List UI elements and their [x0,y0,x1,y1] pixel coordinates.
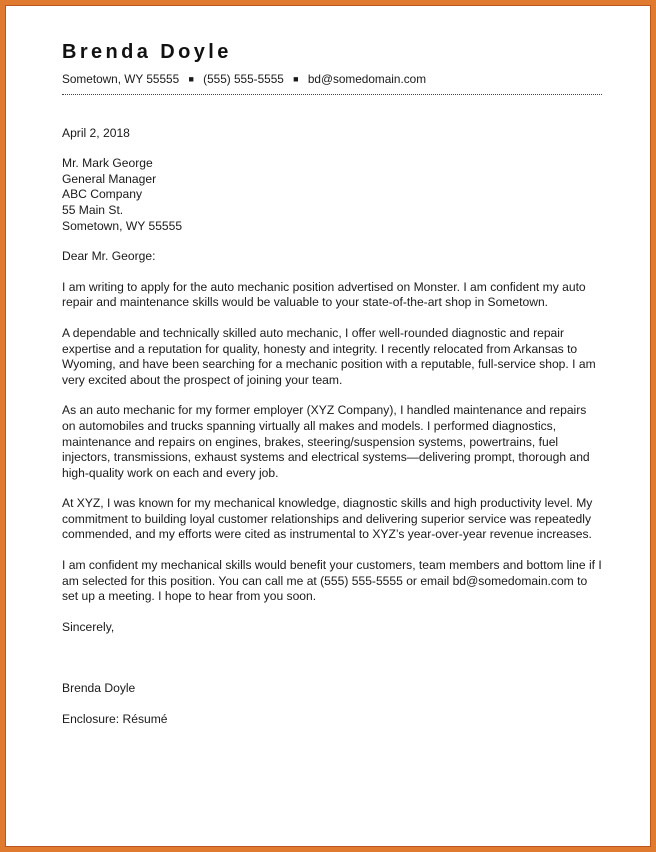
paragraph: A dependable and technically skilled auto mechanic, I offer well-rounded diagnostic and repair expertise and a reputation for quality, honesty and integrity. I recently relocated from Arkansas to Wyoming, and have been searching for a mechanic position with a reputable, full-service shop. I am very excited about the prospect of joining your team. [62,325,596,387]
paragraph: I am confident my mechanical skills would benefit your customers, team members and bottom line if I am selected for this position. You can call me at (555) 555-5555 or email bd@somedomain.com to set up a meeting. I hope to hear from you soon. [62,558,602,604]
recipient-title: General Manager [62,171,157,186]
contact-line [62,72,602,95]
enclosure-note: Enclosure: Résumé [62,712,168,727]
separator-icon: ■ [188,74,194,84]
paragraph: At XYZ, I was known for my mechanical knowledge, diagnostic skills and high productivity level. My commitment to building loyal customer relationships and delivering superior service was repeatedly commended, and my efforts were cited as instrumental to XYZ’s year-over-year revenue increases. [62,496,593,542]
letter-date: April 2, 2018 [62,125,130,140]
sender-address: Sometown, WY 55555 [62,72,180,86]
letter-body [62,40,602,728]
sender-phone: (555) 555-5555 [203,72,284,86]
signature-name: Brenda Doyle [62,681,136,696]
paragraph: I am writing to apply for the auto mechanic position advertised on Monster. I am confident my auto repair and maintenance skills would be valuable to your state-of-the-art shop in Sometown. [62,279,586,310]
paragraph: As an auto mechanic for my former employer (XYZ Company), I handled maintenance and repairs on automobiles and trucks spanning virtually all makes and models. I performed diagnostics, maintenance and repairs on engines, brakes, steering/suspension systems, powertrains, fuel injectors, transmissions, exhaust systems and electrical systems—delivering prompt, thorough and high-quality work on each and every job. [62,403,590,480]
recipient-name: Mr. Mark George [62,156,153,171]
recipient-company: ABC Company [62,187,142,202]
recipient-block [62,156,602,234]
recipient-street: 55 Main St. [62,202,124,217]
closing: Sincerely, [62,619,115,634]
sender-email: bd@somedomain.com [307,72,427,86]
document-page [5,5,651,847]
salutation: Dear Mr. George: [62,249,156,264]
sender-name: Brenda Doyle [62,41,232,63]
recipient-city: Sometown, WY 55555 [62,218,183,233]
separator-icon: ■ [293,74,299,84]
